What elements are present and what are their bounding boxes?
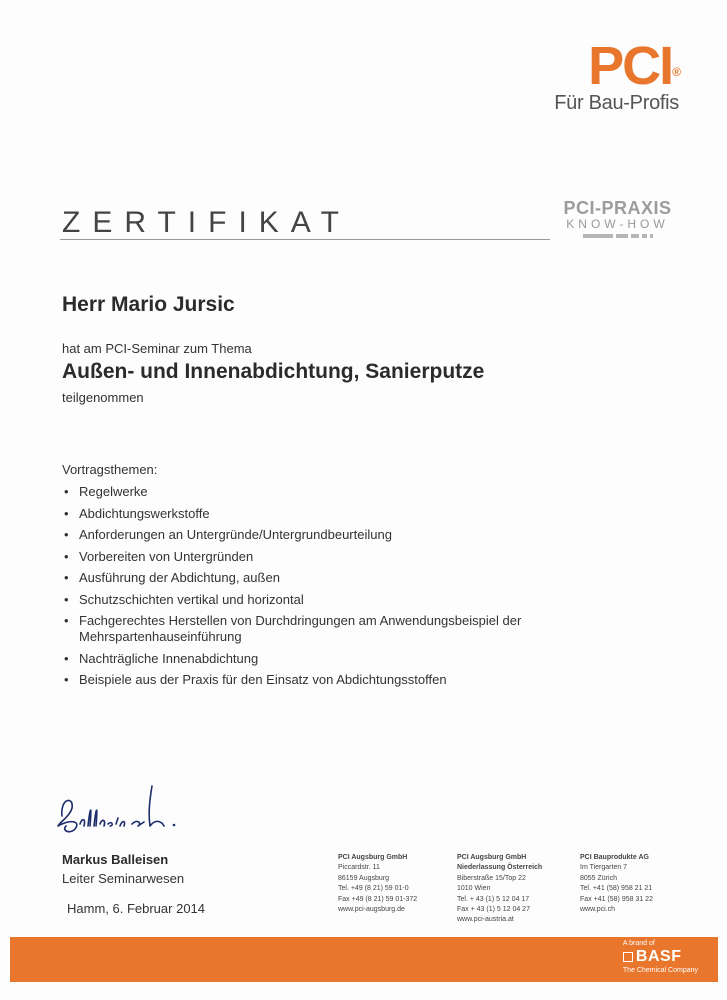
topics-heading: Vortragsthemen: xyxy=(62,462,158,477)
address-austria: PCI Augsburg GmbH Niederlassung Österreich Biberstraße 15/Top 22 1010 Wien Tel. + 43 (1) 5 12 04 17 Fax + 43 (1) 5 12 04 27 www.pci-austria.at xyxy=(457,854,543,924)
list-item: • Vorbereiten von Untergründen xyxy=(62,549,562,565)
pci-logo-tagline: Für Bau-Profis xyxy=(554,92,679,114)
basf-logo: BASF xyxy=(623,948,698,966)
participated-text: teilgenommen xyxy=(62,390,144,405)
basf-brand xyxy=(623,940,698,974)
list-item: • Abdichtungswerkstoffe xyxy=(62,506,562,522)
certificate-title: ZERTIFIKAT xyxy=(62,206,351,239)
list-item: • Regelwerke xyxy=(62,484,562,500)
footer-band xyxy=(10,937,718,982)
signer-name: Markus Balleisen xyxy=(62,852,169,867)
basf-square-icon xyxy=(623,952,633,962)
list-item: • Anforderungen an Untergründe/Untergrundbeurteilung xyxy=(62,527,562,543)
signature-image xyxy=(52,778,192,838)
praxis-line2: KNOW-HOW xyxy=(566,217,669,231)
list-item: • Schutzschichten vertikal und horizontal xyxy=(62,592,562,608)
intro-text: hat am PCI-Seminar zum Thema xyxy=(62,341,252,356)
place-date: Hamm, 6. Februar 2014 xyxy=(67,901,206,916)
list-item: • Ausführung der Abdichtung, außen xyxy=(62,570,562,586)
address-augsburg: PCI Augsburg GmbH Piccardstr. 11 86159 Augsburg Tel. +49 (8 21) 59 01-0 Fax +49 (8 21) 59 01-372 www.pci-augsburg.de xyxy=(338,854,418,914)
pci-logo xyxy=(509,36,679,115)
list-item: • Nachträgliche Innenabdichtung xyxy=(62,651,562,667)
praxis-line1: PCI-PRAXIS xyxy=(563,198,672,218)
pci-praxis-badge xyxy=(560,198,675,238)
basf-tagline: The Chemical Company xyxy=(622,967,698,974)
topics-list xyxy=(62,484,562,694)
praxis-bars-icon xyxy=(560,234,675,238)
list-item: • Fachgerechtes Herstellen von Durchdringungen am Anwendungsbeispiel der Mehrspartenhauseinführung xyxy=(62,613,562,645)
seminar-topic: Außen- und Innenabdichtung, Sanierputze xyxy=(62,360,485,383)
list-item: • Beispiele aus der Praxis für den Einsatz von Abdichtungsstoffen xyxy=(62,672,562,688)
recipient-name: Herr Mario Jursic xyxy=(62,293,235,316)
pci-logo-mark: PCI® xyxy=(588,36,679,96)
signer-role: Leiter Seminarwesen xyxy=(62,871,185,886)
title-divider xyxy=(60,239,550,240)
address-zurich: PCI Bauprodukte AG Im Tiergarten 7 8055 Zürich Tel. +41 (58) 958 21 21 Fax +41 (58) 958 31 22 www.pci.ch xyxy=(580,854,653,914)
brand-of-text: A brand of xyxy=(622,940,655,947)
